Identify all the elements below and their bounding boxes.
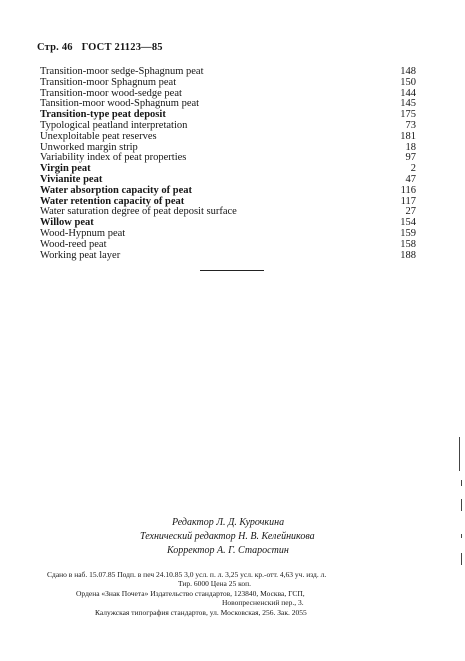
- index-term: Tansition-moor wood-Sphagnum peat: [40, 98, 200, 110]
- page-header: [37, 42, 169, 53]
- index-term: Wood-reed peat: [40, 238, 107, 250]
- index-page-number: 97: [405, 152, 416, 164]
- margin-mark: [461, 534, 462, 538]
- index-page-number: 47: [405, 173, 416, 185]
- index-term: Transition-type peat deposit: [40, 109, 166, 121]
- imprint-line-2: Тир. 6000 Цена 25 коп.: [178, 579, 252, 588]
- index-term: Transition-moor Sphagnum peat: [40, 76, 177, 88]
- index-term: Vivianite peat: [40, 173, 103, 185]
- index-entry: [40, 251, 416, 262]
- margin-mark: [461, 499, 462, 511]
- index-term: Water saturation degree of peat deposit surface: [40, 206, 237, 218]
- index-page-number: 159: [400, 227, 416, 239]
- index-term: Unworked margin strip: [40, 141, 138, 153]
- index-page-number: 150: [400, 76, 416, 88]
- index-entry: [40, 240, 416, 251]
- index-entry: [40, 132, 416, 143]
- imprint-line-5: Калужская типография стандартов, ул. Московская, 256. Зак. 2055: [95, 608, 307, 617]
- index-term: Water absorption capacity of peat: [40, 184, 193, 196]
- index-term: Water retention capacity of peat: [40, 195, 185, 207]
- index-entry: [40, 207, 416, 218]
- index-term: Transition-moor sedge-Sphagnum peat: [40, 66, 204, 77]
- index-term: Wood-Hypnum peat: [40, 227, 126, 239]
- imprint-line-1: Сдано в наб. 15.07.85 Подп. в печ 24.10.85 3,0 усл. п. л. 3,25 усл. кр.-отт. 4,63 уч. изд. л.: [47, 570, 327, 579]
- index-page-number: 144: [400, 87, 416, 99]
- margin-mark: [459, 437, 460, 471]
- imprint-line-4: Новопресненский пер., 3.: [222, 598, 304, 607]
- index-page-number: 117: [400, 195, 416, 207]
- index-page-number: 18: [405, 141, 416, 153]
- margin-mark: [461, 553, 462, 565]
- index-page-number: 175: [400, 109, 416, 121]
- index-term: Variability index of peat properties: [40, 152, 187, 164]
- index-term: Willow peat: [40, 217, 94, 229]
- index-page-number: 154: [400, 217, 416, 229]
- editor-line: Редактор Л. Д. Курочкина: [172, 517, 285, 528]
- index-page-number: 148: [400, 66, 416, 77]
- page-number: Стр. 46: [37, 42, 73, 53]
- index-entry: [40, 153, 416, 164]
- tech-editor-line: Технический редактор Н. В. Келейникова: [140, 531, 315, 542]
- index-page-number: 158: [400, 238, 416, 250]
- index-term: Unexploitable peat reserves: [40, 130, 157, 142]
- index-term: Transition-moor wood-sedge peat: [40, 87, 182, 99]
- index-term: Typological peatland interpretation: [40, 119, 188, 131]
- standard-number: ГОСТ 21123—85: [81, 42, 163, 53]
- index-term: Working peat layer: [40, 249, 121, 261]
- index-list: [40, 67, 416, 261]
- section-divider: [200, 270, 264, 271]
- imprint-line-3: Ордена «Знак Почета» Издательство стандартов, 123840, Москва, ГСП,: [76, 589, 305, 598]
- index-page-number: 145: [400, 98, 416, 110]
- index-entry: [40, 78, 416, 89]
- margin-mark: [461, 480, 462, 486]
- proofreader-line: Корректор А. Г. Старостин: [167, 545, 289, 556]
- index-page-number: 188: [400, 249, 416, 261]
- index-page-number: 73: [405, 119, 416, 131]
- index-term: Virgin peat: [40, 163, 91, 175]
- index-page-number: 181: [400, 130, 416, 142]
- index-page-number: 116: [400, 184, 416, 196]
- index-page-number: 2: [410, 163, 416, 175]
- index-entry: [40, 186, 416, 197]
- index-page-number: 27: [405, 206, 416, 218]
